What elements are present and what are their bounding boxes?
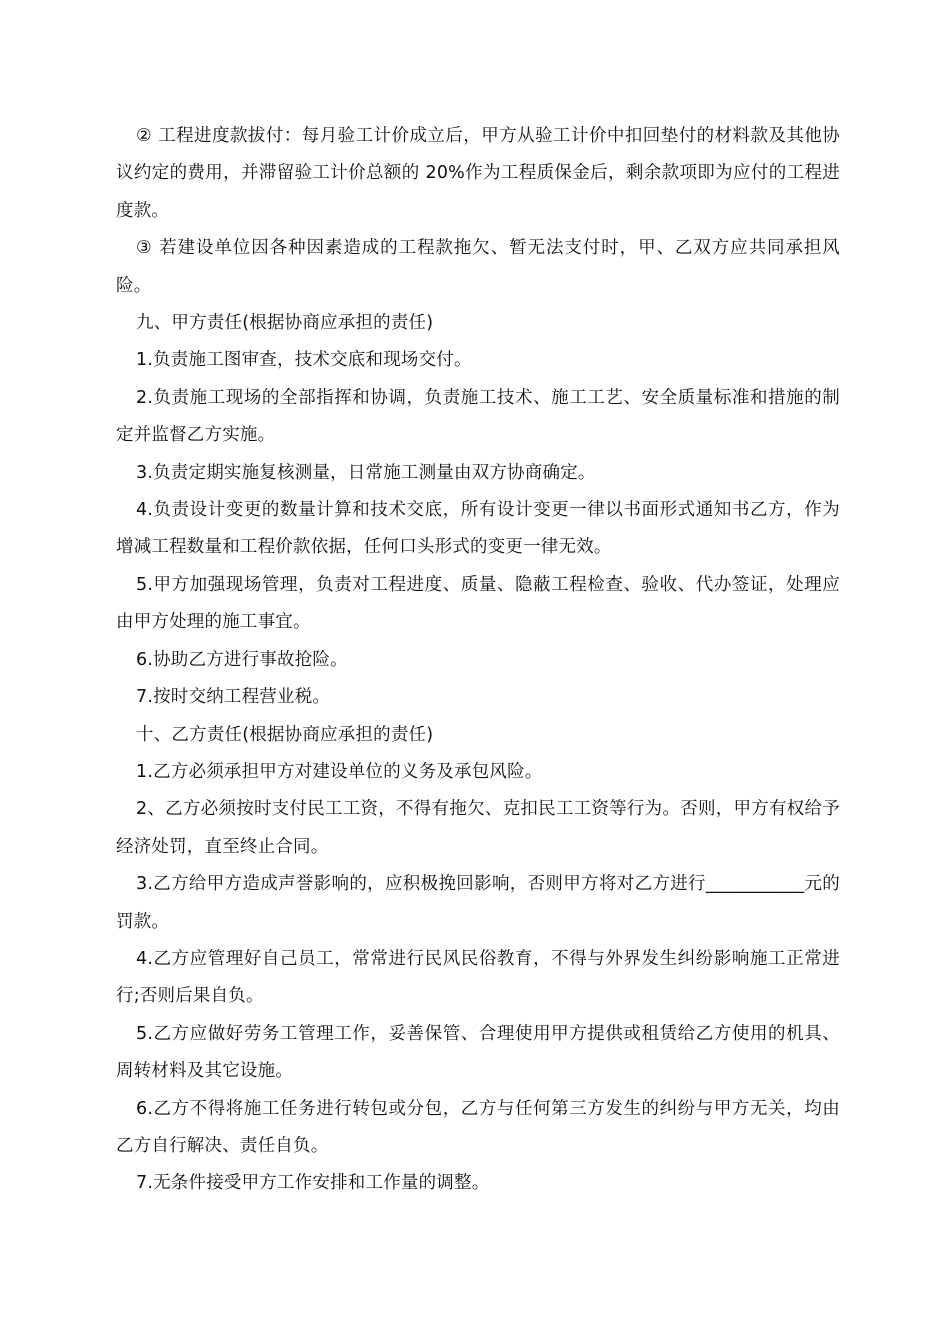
- party-b-item-7: 7.无条件接受甲方工作安排和工作量的调整。: [136, 1173, 490, 1194]
- party-b-item-3: 3.乙方给甲方造成声誉影响的，应积极挽回影响，否则甲方将对乙方进行___________元的罚款。: [116, 874, 840, 932]
- party-b-item-4: 4.乙方应管理好自己员工，常常进行民风民俗教育，不得与外界发生纠纷影响施工正常进行;否则后果自负。: [116, 948, 840, 1007]
- party-a-item-3: 3.负责定期实施复核测量，日常施工测量由双方协商确定。: [136, 462, 596, 483]
- party-a-item-6: 6.协助乙方进行事故抢险。: [136, 649, 348, 670]
- document-body: [116, 118, 840, 1203]
- section-heading-party-a: 九、甲方责任(根据协商应承担的责任): [136, 313, 434, 334]
- paragraph-progress-payment: ② 工程进度款拔付：每月验工计价成立后，甲方从验工计价中扣回垫付的材料款及其他协议约定的费用，并滞留验工计价总额的 20%作为工程质保金后，剩余款项即为应付的工程进度款。: [116, 126, 840, 221]
- party-b-item-5: 5.乙方应做好劳务工管理工作，妥善保管、合理使用甲方提供或租赁给乙方使用的机具、周转材料及其它设施。: [116, 1023, 840, 1082]
- paragraph-payment-risk: ③ 若建设单位因各种因素造成的工程款拖欠、暂无法支付时，甲、乙双方应共同承担风险。: [116, 238, 840, 296]
- party-b-item-6: 6.乙方不得将施工任务进行转包或分包，乙方与任何第三方发生的纠纷与甲方无关，均由乙方自行解决、责任自负。: [116, 1098, 840, 1156]
- party-a-item-7: 7.按时交纳工程营业税。: [136, 687, 331, 708]
- party-a-item-2: 2.负责施工现场的全部指挥和协调，负责施工技术、施工工艺、安全质量标准和措施的制定并监督乙方实施。: [116, 387, 840, 446]
- party-b-item-2: 2、乙方必须按时支付民工工资，不得有拖欠、克扣民工工资等行为。否则，甲方有权给予经济处罚，直至终止合同。: [116, 799, 840, 857]
- party-b-item-1: 1.乙方必须承担甲方对建设单位的义务及承包风险。: [136, 761, 543, 782]
- party-a-item-5: 5.甲方加强现场管理，负责对工程进度、质量、隐蔽工程检查、验收、代办签证，处理应由甲方处理的施工事宜。: [116, 574, 840, 633]
- party-a-item-4: 4.负责设计变更的数量计算和技术交底，所有设计变更一律以书面形式通知书乙方，作为增减工程数量和工程价款依据，任何口头形式的变更一律无效。: [116, 500, 840, 558]
- party-a-item-1: 1.负责施工图审查，技术交底和现场交付。: [136, 350, 472, 371]
- section-heading-party-b: 十、乙方责任(根据协商应承担的责任): [136, 724, 434, 745]
